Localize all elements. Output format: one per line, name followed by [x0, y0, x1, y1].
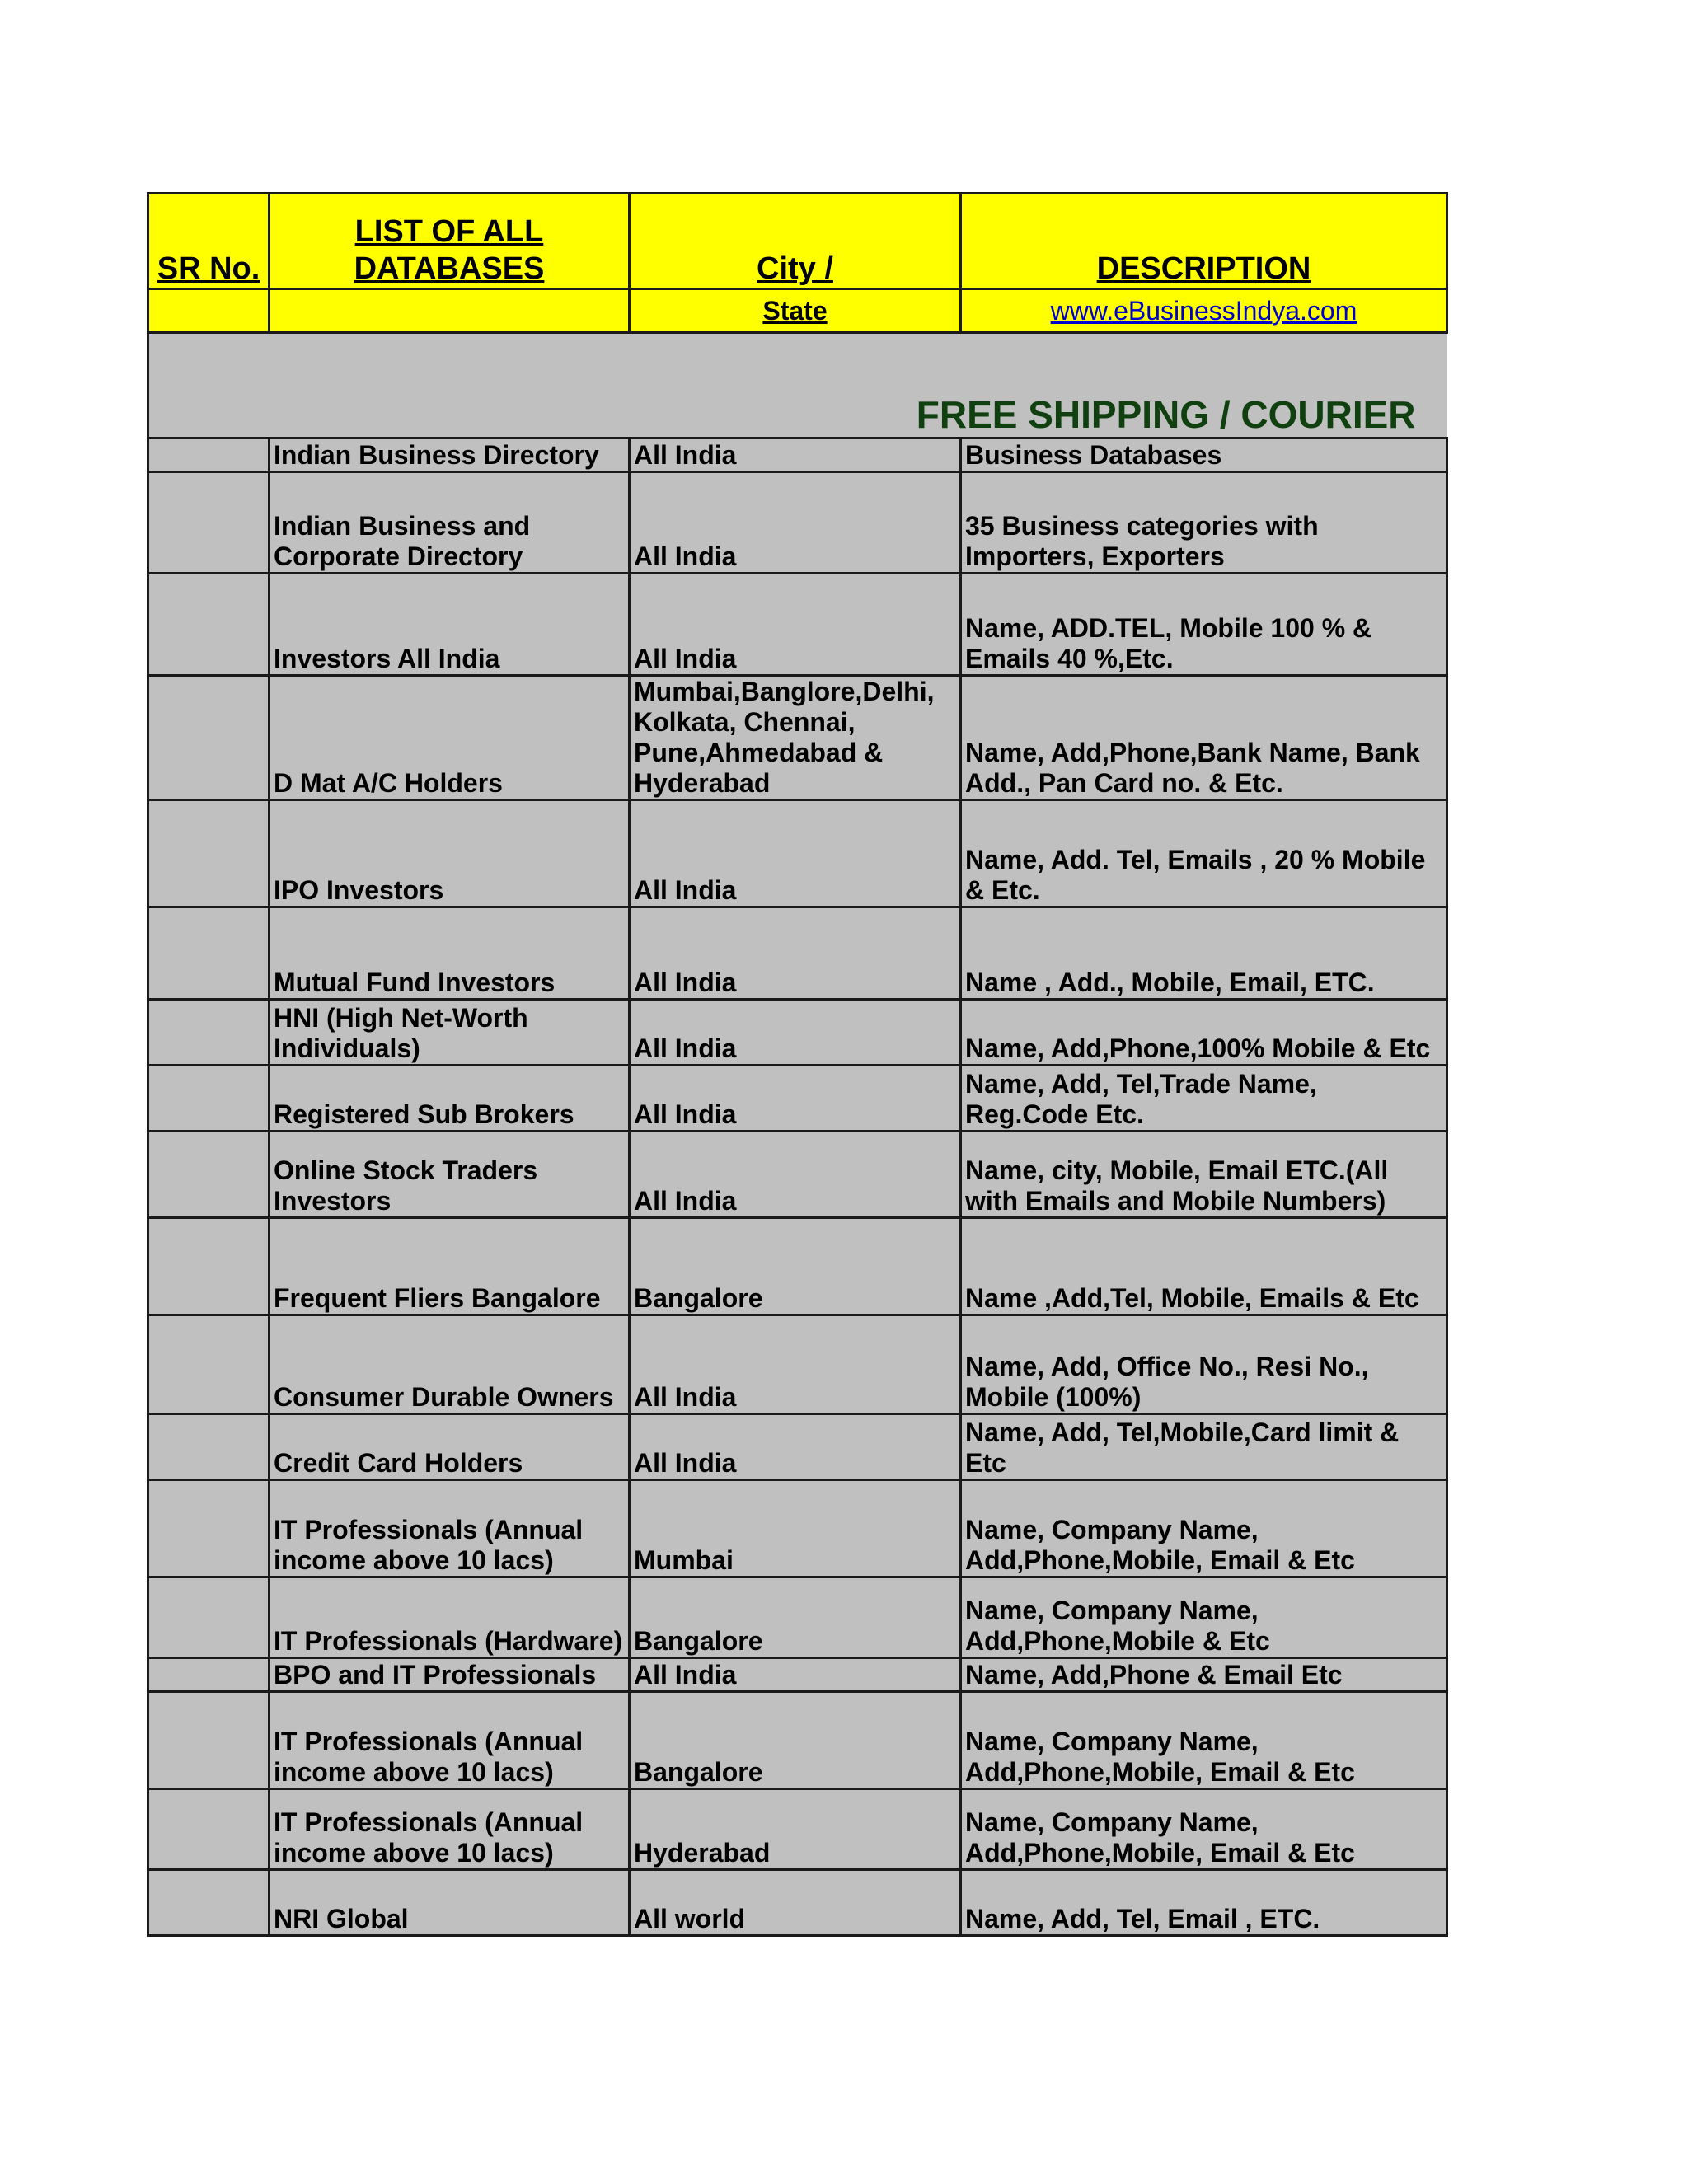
sr-cell	[148, 438, 270, 472]
table-row	[148, 676, 1447, 800]
description-cell: Name, Company Name, Add,Phone,Mobile, Email & Etc	[961, 1789, 1447, 1870]
city-cell: All India	[630, 438, 961, 472]
description-cell: Name, Add,Phone,100% Mobile & Etc	[961, 1000, 1447, 1066]
city-cell: All India	[630, 1414, 961, 1480]
database-table	[147, 192, 1448, 1937]
database-name-cell: Registered Sub Brokers	[270, 1066, 630, 1132]
free-shipping-banner: FREE SHIPPING / COURIER	[148, 333, 1447, 438]
database-name-cell: HNI (High Net-Worth Individuals)	[270, 1000, 630, 1066]
sr-cell	[148, 800, 270, 907]
description-header: DESCRIPTION	[961, 194, 1447, 289]
city-cell: All India	[630, 1066, 961, 1132]
database-name-cell: IPO Investors	[270, 800, 630, 907]
table-row	[148, 1577, 1447, 1658]
description-cell: Name, Company Name, Add,Phone,Mobile, Email & Etc	[961, 1692, 1447, 1789]
table-row	[148, 1414, 1447, 1480]
sr-no-header: SR No.	[148, 194, 270, 289]
description-cell: Name, Add,Phone & Email Etc	[961, 1658, 1447, 1692]
description-cell: Name, Company Name, Add,Phone,Mobile & Etc	[961, 1577, 1447, 1658]
table-row	[148, 438, 1447, 472]
table-row	[148, 1789, 1447, 1870]
sr-cell	[148, 1577, 270, 1658]
sr-cell	[148, 1692, 270, 1789]
sr-cell	[148, 1789, 270, 1870]
database-name-cell: Indian Business Directory	[270, 438, 630, 472]
table-row	[148, 1870, 1447, 1936]
description-cell: Name, Company Name, Add,Phone,Mobile, Email & Etc	[961, 1480, 1447, 1577]
subheader-row	[148, 289, 1447, 333]
sr-cell	[148, 1066, 270, 1132]
sr-sub-cell	[148, 289, 270, 333]
city-cell: All India	[630, 907, 961, 1000]
list-header-line1: LIST OF ALL	[354, 214, 544, 249]
database-name-cell: IT Professionals (Hardware)	[270, 1577, 630, 1658]
city-header: City /	[630, 194, 961, 289]
sr-cell	[148, 1414, 270, 1480]
description-cell: Name , Add., Mobile, Email, ETC.	[961, 907, 1447, 1000]
sr-cell	[148, 1480, 270, 1577]
table-row	[148, 1218, 1447, 1315]
description-cell: 35 Business categories with Importers, Exporters	[961, 472, 1447, 574]
database-list-sheet	[147, 192, 1446, 1937]
database-name-cell: Frequent Fliers Bangalore	[270, 1218, 630, 1315]
database-name-cell: Consumer Durable Owners	[270, 1315, 630, 1414]
table-row	[148, 800, 1447, 907]
table-row	[148, 1000, 1447, 1066]
sr-cell	[148, 574, 270, 676]
description-cell: Name, Add, Tel, Email , ETC.	[961, 1870, 1447, 1936]
state-header: State	[630, 289, 961, 333]
database-name-cell: Mutual Fund Investors	[270, 907, 630, 1000]
city-cell: Hyderabad	[630, 1789, 961, 1870]
sr-cell	[148, 676, 270, 800]
sr-cell	[148, 1315, 270, 1414]
list-sub-cell	[270, 289, 630, 333]
city-cell: All India	[630, 1315, 961, 1414]
description-cell: Name, Add, Tel,Trade Name, Reg.Code Etc.	[961, 1066, 1447, 1132]
list-header-line2: DATABASES	[354, 251, 545, 286]
city-cell: All India	[630, 1000, 961, 1066]
table-row	[148, 907, 1447, 1000]
city-cell: All India	[630, 472, 961, 574]
sr-cell	[148, 1000, 270, 1066]
header-row	[148, 194, 1447, 289]
table-row	[148, 1692, 1447, 1789]
city-cell: All world	[630, 1870, 961, 1936]
database-name-cell: Indian Business and Corporate Directory	[270, 472, 630, 574]
description-cell: Name, Add,Phone,Bank Name, Bank Add., Pan Card no. & Etc.	[961, 676, 1447, 800]
table-row	[148, 1066, 1447, 1132]
city-cell: Bangalore	[630, 1577, 961, 1658]
city-cell: Bangalore	[630, 1692, 961, 1789]
city-cell: All India	[630, 800, 961, 907]
description-cell: Name, Add, Office No., Resi No., Mobile (100%)	[961, 1315, 1447, 1414]
description-cell: Business Databases	[961, 438, 1447, 472]
database-rows	[148, 438, 1447, 1936]
sr-cell	[148, 1218, 270, 1315]
city-cell: All India	[630, 1132, 961, 1218]
description-cell: Name ,Add,Tel, Mobile, Emails & Etc	[961, 1218, 1447, 1315]
database-name-cell: NRI Global	[270, 1870, 630, 1936]
city-cell: All India	[630, 574, 961, 676]
table-row	[148, 1658, 1447, 1692]
banner-row	[148, 333, 1447, 438]
sr-cell	[148, 907, 270, 1000]
database-name-cell: IT Professionals (Annual income above 10 lacs)	[270, 1789, 630, 1870]
description-cell: Name, ADD.TEL, Mobile 100 % & Emails 40 %,Etc.	[961, 574, 1447, 676]
description-cell: Name, city, Mobile, Email ETC.(All with Emails and Mobile Numbers)	[961, 1132, 1447, 1218]
table-row	[148, 1315, 1447, 1414]
list-header	[270, 194, 630, 289]
description-cell: Name, Add, Tel,Mobile,Card limit & Etc	[961, 1414, 1447, 1480]
city-cell: Bangalore	[630, 1218, 961, 1315]
database-name-cell: Credit Card Holders	[270, 1414, 630, 1480]
description-cell: Name, Add. Tel, Emails , 20 % Mobile & Etc.	[961, 800, 1447, 907]
sr-cell	[148, 1870, 270, 1936]
city-cell: Mumbai	[630, 1480, 961, 1577]
database-name-cell: Online Stock Traders Investors	[270, 1132, 630, 1218]
table-row	[148, 574, 1447, 676]
city-cell: Mumbai,Banglore,Delhi, Kolkata, Chennai, Pune,Ahmedabad & Hyderabad	[630, 676, 961, 800]
table-row	[148, 1132, 1447, 1218]
table-row	[148, 472, 1447, 574]
database-name-cell: Investors All India	[270, 574, 630, 676]
database-name-cell: BPO and IT Professionals	[270, 1658, 630, 1692]
database-name-cell: IT Professionals (Annual income above 10 lacs)	[270, 1692, 630, 1789]
sr-cell	[148, 472, 270, 574]
database-name-cell: IT Professionals (Annual income above 10 lacs)	[270, 1480, 630, 1577]
sr-cell	[148, 1132, 270, 1218]
city-cell: All India	[630, 1658, 961, 1692]
database-name-cell: D Mat A/C Holders	[270, 676, 630, 800]
sr-cell	[148, 1658, 270, 1692]
table-row	[148, 1480, 1447, 1577]
website-link[interactable]: www.eBusinessIndya.com	[961, 289, 1447, 333]
